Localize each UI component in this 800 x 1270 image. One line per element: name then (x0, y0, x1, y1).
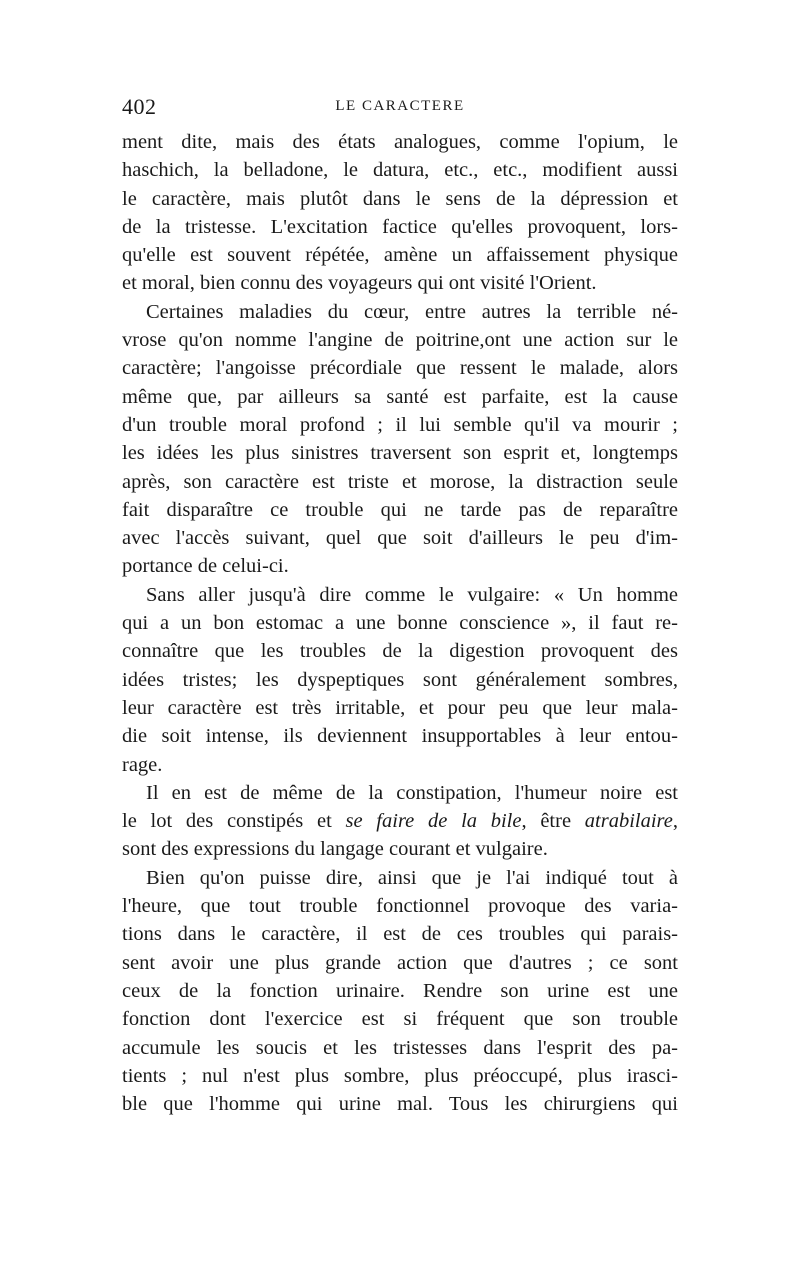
text-fragment: ment dite, mais des états analogues, comme l'opium, le (122, 131, 678, 153)
text-fragment: le lot des constipés et (122, 810, 346, 833)
text-line (122, 524, 678, 552)
text-line (122, 213, 678, 241)
text-line (122, 326, 678, 354)
text-fragment: Bien qu'on puisse dire, ainsi que je l'ai indiqué tout à (146, 866, 678, 889)
text-fragment: vrose qu'on nomme l'angine de poitrine,ont une action sur le (122, 329, 678, 352)
text-fragment: Certaines maladies du cœur, entre autres la terrible né- (146, 300, 678, 323)
text-line (122, 156, 678, 184)
text-line (122, 892, 678, 920)
text-line (122, 609, 678, 637)
text-fragment: accumule les soucis et les tristesses dans l'esprit des pa- (122, 1036, 678, 1059)
text-line (122, 920, 678, 948)
italic-text-fragment: se faire de la bile (345, 810, 522, 833)
text-fragment: die soit intense, ils deviennent insupportables à leur entou- (122, 725, 678, 748)
text-fragment: fonction dont l'exercice est si fréquent que son trouble (122, 1008, 678, 1031)
text-fragment: connaître que les troubles de la digestion provoquent des (122, 640, 678, 663)
text-line (122, 835, 678, 863)
text-fragment: portance de celui-ci. (122, 555, 289, 578)
text-fragment: qui a un bon estomac a une bonne conscience », il faut re- (122, 612, 678, 635)
text-fragment: les idées les plus sinistres traversent son esprit et, longtemps (122, 442, 678, 465)
text-fragment: tions dans le caractère, il est de ces troubles qui parais- (122, 923, 678, 946)
text-fragment: rage. (122, 753, 163, 776)
text-line (122, 185, 678, 213)
text-line (122, 637, 678, 665)
text-fragment: l'heure, que tout trouble fonctionnel provoque des varia- (122, 895, 678, 918)
text-fragment: d'un trouble moral profond ; il lui semble qu'il va mourir ; (122, 413, 678, 436)
text-line (122, 128, 678, 156)
text-line (122, 977, 678, 1005)
text-fragment: Il en est de même de la constipation, l'humeur noire est (146, 781, 678, 804)
text-fragment: idées tristes; les dyspeptiques sont généralement sombres, (122, 668, 678, 691)
text-line (122, 694, 678, 722)
text-line (122, 383, 678, 411)
text-fragment: avec l'accès suivant, quel que soit d'ailleurs le peu d'im- (122, 527, 678, 550)
text-fragment: Sans aller jusqu'à dire comme le vulgaire: « Un homme (146, 583, 678, 606)
text-line (122, 1005, 678, 1033)
text-line (122, 241, 678, 269)
text-line (122, 666, 678, 694)
text-fragment: le caractère, mais plutôt dans le sens de la dépression et (122, 187, 678, 210)
text-fragment: fait disparaître ce trouble qui ne tarde pas de reparaître (122, 498, 678, 521)
text-fragment: caractère; l'angoisse précordiale que ressent le malade, alors (122, 357, 678, 380)
text-fragment: et moral, bien connu des voyageurs qui ont visité l'Orient. (122, 272, 597, 295)
text-line (122, 1062, 678, 1090)
text-line (122, 1034, 678, 1062)
text-line (122, 468, 678, 496)
text-line (122, 354, 678, 382)
text-fragment: , être (521, 810, 585, 833)
text-line (122, 1090, 678, 1118)
text-line (122, 552, 678, 580)
text-fragment: de la tristesse. L'excitation factice qu'elles provoquent, lors- (122, 215, 678, 238)
text-fragment: tients ; nul n'est plus sombre, plus préoccupé, plus irasci- (122, 1064, 678, 1087)
text-fragment: haschich, la belladone, le datura, etc., etc., modifient aussi (122, 159, 678, 182)
text-fragment: leur caractère est très irritable, et pour peu que leur mala- (122, 696, 678, 719)
text-line (122, 779, 678, 807)
text-line (122, 298, 678, 326)
text-fragment: même que, par ailleurs sa santé est parfaite, est la cause (122, 385, 678, 408)
text-line (122, 807, 678, 835)
running-head (122, 94, 678, 122)
italic-text-fragment: atrabilaire (584, 810, 673, 833)
body-text (122, 128, 678, 1118)
text-line (122, 411, 678, 439)
text-line (122, 581, 678, 609)
text-fragment: , (672, 810, 678, 833)
text-line (122, 751, 678, 779)
text-line (122, 949, 678, 977)
text-fragment: ble que l'homme qui urine mal. Tous les chirurgiens qui (122, 1093, 678, 1116)
text-fragment: sont des expressions du langage courant et vulgaire. (122, 838, 548, 861)
text-line (122, 722, 678, 750)
text-line (122, 439, 678, 467)
text-fragment: sent avoir une plus grande action que d'autres ; ce sont (122, 951, 678, 974)
text-fragment: qu'elle est souvent répétée, amène un affaissement physique (122, 244, 678, 267)
text-fragment: après, son caractère est triste et morose, la distraction seule (122, 470, 678, 493)
text-line (122, 496, 678, 524)
text-line (122, 269, 678, 297)
running-title: LE CARACTERE (335, 98, 465, 114)
page-number: 402 (122, 94, 157, 119)
text-fragment: ceux de la fonction urinaire. Rendre son urine est une (122, 979, 678, 1002)
text-line (122, 864, 678, 892)
